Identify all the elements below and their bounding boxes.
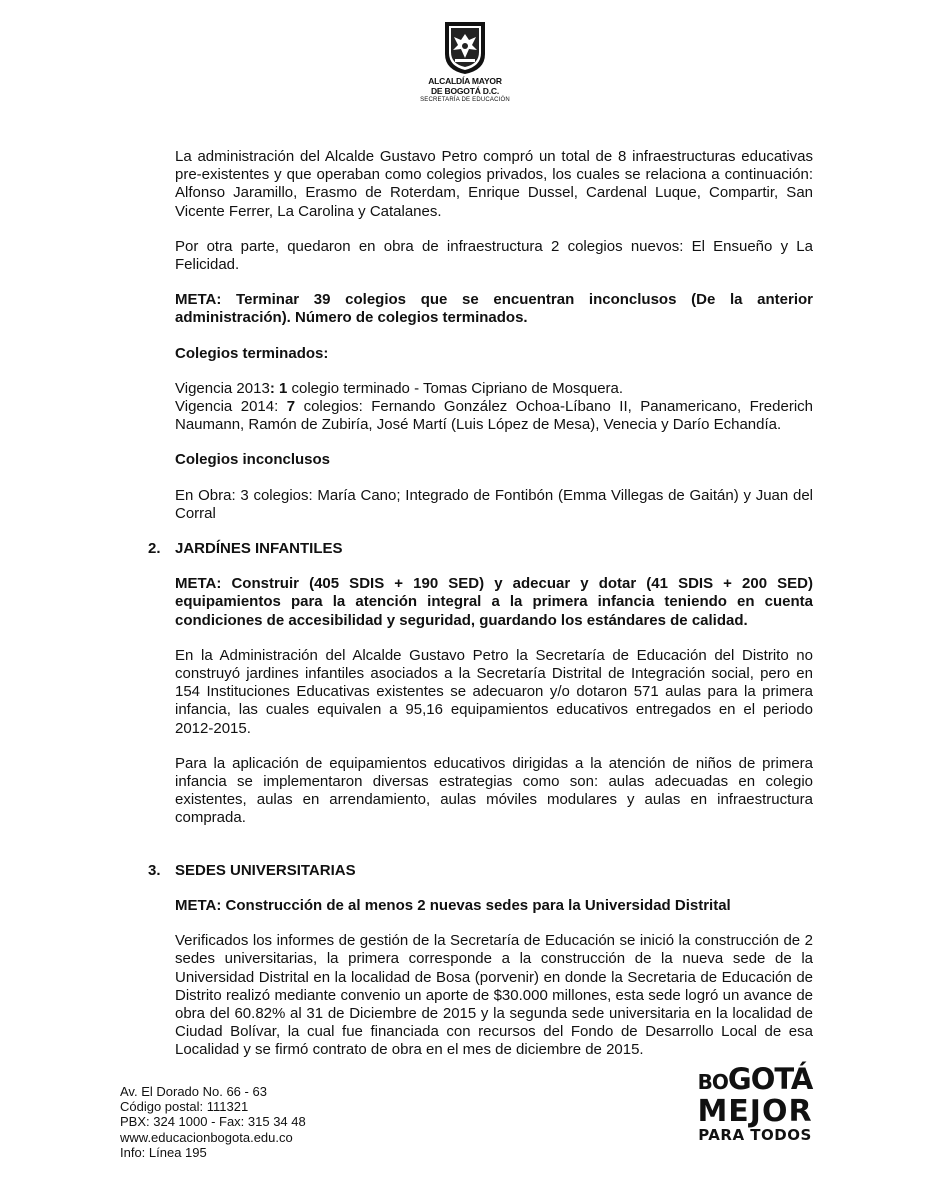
vigencia-2013-count: 1 — [278, 379, 288, 397]
logo-big: GOTÁ — [727, 1062, 813, 1096]
header-line-1: ALCALDÍA MAYOR — [428, 76, 502, 86]
section-title: JARDÍNES INFANTILES — [175, 540, 343, 558]
vigencias-block — [175, 380, 813, 435]
section-jardines-heading — [148, 540, 813, 558]
header-line-3: SECRETARÍA DE EDUCACIÓN — [420, 97, 510, 103]
logo-small: BO — [697, 1070, 728, 1094]
logo-line-1 — [690, 1064, 820, 1097]
letterhead — [395, 20, 535, 104]
vigencia-2014-text: colegios: Fernando González Ochoa-Líbano II, Panamericano, Frederich Naumann, Ramón de Zubiría, José Martí (Luis López de Mesa), Venecia y Darío Echandía. — [175, 398, 813, 434]
vigencia-2013-sep: : — [269, 379, 279, 397]
heading-colegios-inconclusos: Colegios inconclusos — [175, 451, 331, 469]
paragraph-colegios-nuevos: Por otra parte, quedaron en obra de infraestructura 2 colegios nuevos: El Ensueño y La Felicidad. — [175, 237, 813, 274]
footer-phone: PBX: 324 1000 - Fax: 315 34 48 — [120, 1114, 306, 1130]
section-number: 2. — [148, 540, 161, 558]
footer-info: Info: Línea 195 — [120, 1144, 207, 1160]
footer-address: Av. El Dorado No. 66 - 63 — [120, 1084, 267, 1099]
logo-line-3: PARA TODOS — [698, 1126, 812, 1144]
bogota-mejor-logo — [690, 1064, 820, 1144]
paragraph-compra: La administración del Alcalde Gustavo Petro compró un total de 8 infraestructuras educativas pre-existentes y que operaban como colegios privados, los cuales se relaciona a continuación: Alfonso Jaramillo, Erasmo de Roterdam, Enrique Dussel, Cardenal Luque, Compartir, San Vicente Ferrer, La Carolina y Catalanes. — [175, 148, 813, 220]
paragraph-jardines-2: Para la aplicación de equipamientos educativos dirigidas a la atención de niños de primera infancia se implementaron diversas estrategias como son: aulas adecuadas en colegio existentes, aulas en arrendamiento, aulas móviles modulares y aulas en infraestructura comprada. — [175, 754, 813, 827]
document-body — [148, 148, 813, 1077]
meta-sedes: META: Construcción de al menos 2 nuevas sedes para la Universidad Distrital — [175, 896, 731, 914]
meta-colegios: META: Terminar 39 colegios que se encuentran inconclusos (De la anterior administración). Número de colegios terminados. — [175, 291, 813, 327]
paragraph-en-obra: En Obra: 3 colegios: María Cano; Integrado de Fontibón (Emma Villegas de Gaitán) y Juan del Corral — [175, 486, 813, 522]
vigencia-2014-count: 7 — [286, 398, 296, 416]
section-title: SEDES UNIVERSITARIAS — [175, 861, 356, 879]
section-sedes-heading — [148, 861, 813, 880]
bogota-coat-of-arms-icon — [443, 20, 487, 76]
paragraph-jardines-1: En la Administración del Alcalde Gustavo Petro la Secretaría de Educación del Distrito no construyó jardines infantiles asociados a la Secretaría Distrital de Integración social, pero en 154 Instituciones Educativas existentes se adecuaron y/o dotaron 571 aulas para la primera infancia, las cuales equivalen a 95,16 equipamientos educativos entregados en el periodo 2012-2015. — [175, 646, 813, 737]
meta-jardines: META: Construir (405 SDIS + 190 SED) y adecuar y dotar (41 SDIS + 200 SED) equipamientos para la atención integral a la primera infancia teniendo en cuenta condiciones de accesibilidad y seguridad, guardando los estándares de calidad. — [175, 575, 813, 629]
vigencia-2013-label: Vigencia 2013 — [175, 379, 270, 397]
header-line-2: DE BOGOTÁ D.C. — [430, 86, 500, 96]
logo-line-2: MEJOR — [697, 1094, 813, 1129]
footer-web: www.educacionbogota.edu.co — [120, 1129, 293, 1145]
footer-postal: Código postal: 111321 — [120, 1099, 249, 1115]
section-number: 3. — [148, 861, 161, 879]
footer-contact — [120, 1084, 306, 1160]
vigencia-2013-text: colegio terminado - Tomas Cipriano de Mosquera. — [287, 379, 624, 397]
heading-colegios-terminados: Colegios terminados: — [175, 344, 329, 362]
vigencia-2014-label: Vigencia 2014: — [175, 398, 287, 416]
paragraph-sedes: Verificados los informes de gestión de la Secretaría de Educación se inició la construcción de 2 sedes universitarias, la primera corresponde a la construcción de la nueva sede de la Universidad Distrital en la localidad de Bosa (porvenir) en donde la Secretaria de Educación de Distrito realizó mediante convenio un aporte de $30.000 millones, esta sede logró un avance de obra del 60.82% al 31 de Diciembre de 2015 y la segunda sede universitaria en la localidad de Ciudad Bolívar, la cual fue financiada con recursos del Fondo de Desarrollo Local de esa Localidad y se firmó contrato de obra en el mes de diciembre de 2015. — [175, 932, 813, 1059]
